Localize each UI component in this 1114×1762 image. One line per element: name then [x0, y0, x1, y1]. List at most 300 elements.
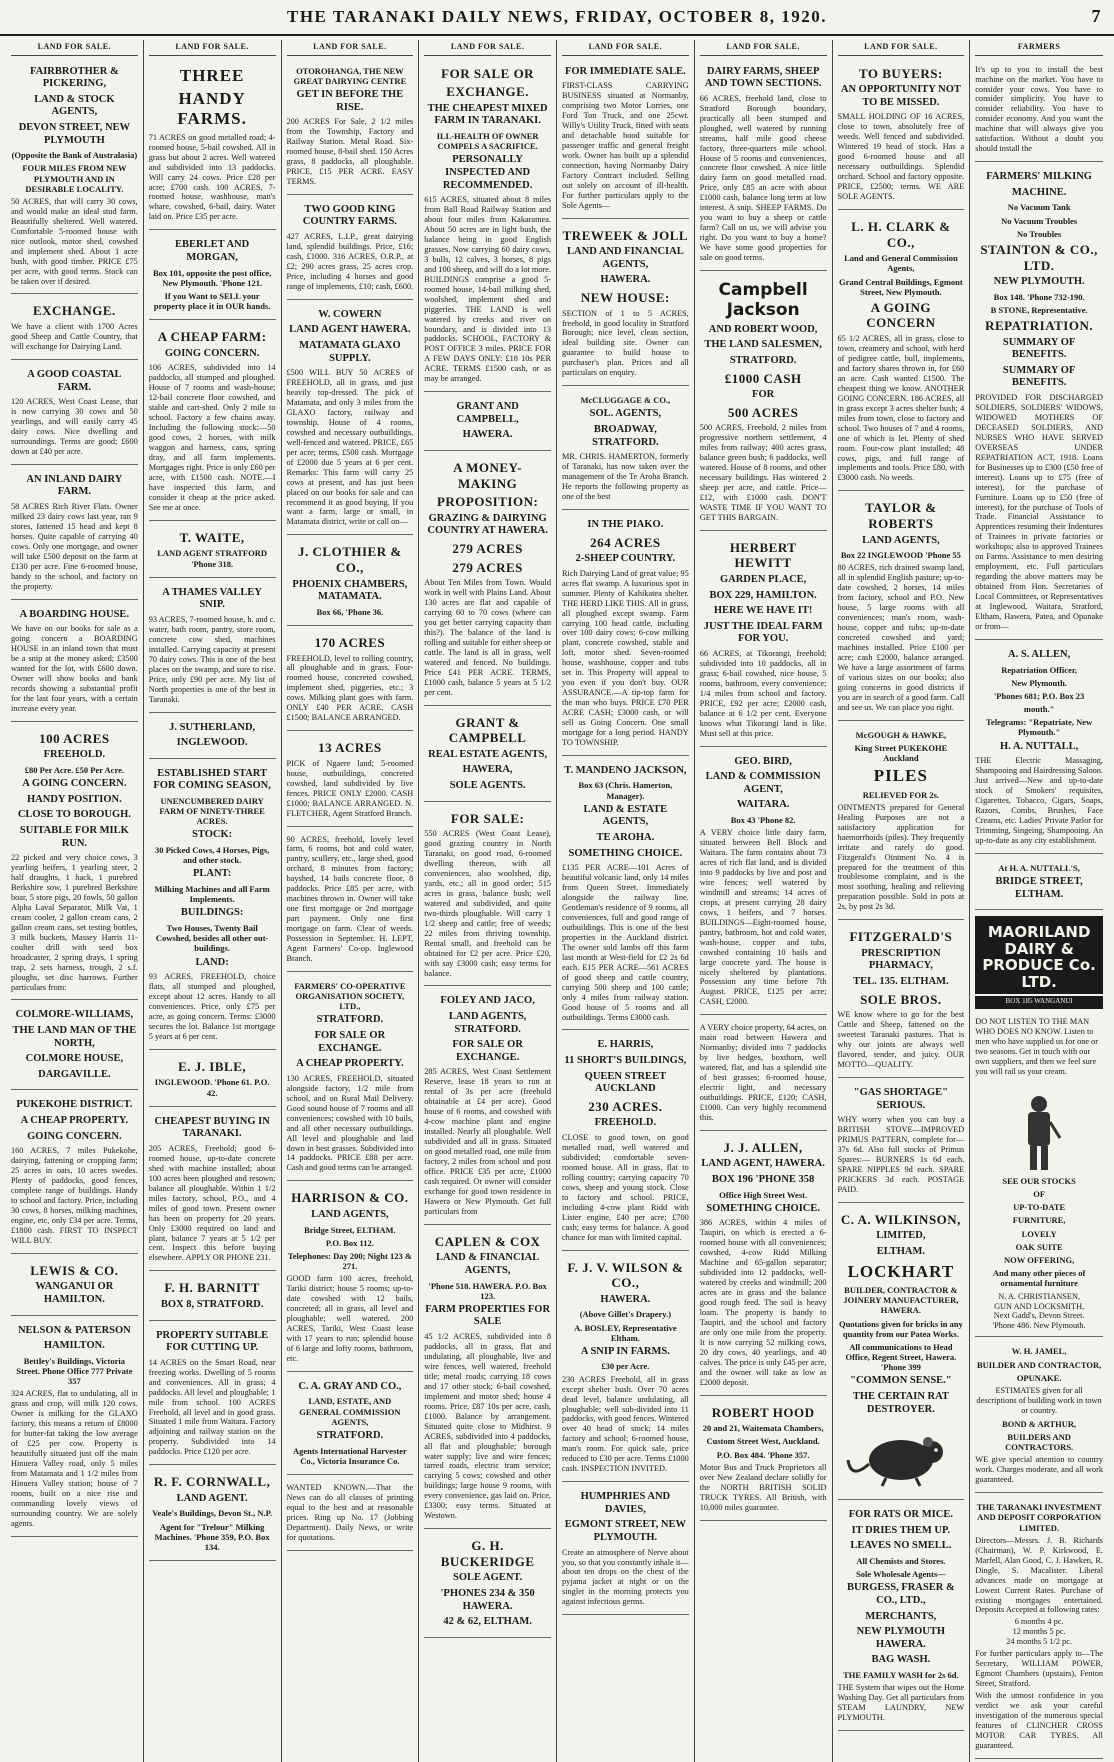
- ad-headline: WAITARA.: [736, 799, 790, 811]
- ad-headline: MACHINE.: [1011, 186, 1067, 198]
- ad-body: 130 ACRES, FREEHOLD, situated alongside factory, 1/2 mile from school, and on Rural Mail Delivery. Good sound house of 7 rooms and all conveniences; cowshed with 10 bails, and all other necessary outbuildings. All level and ploughable and laid down in best grasses. Subdivided into 14 paddocks. PRICE £88 per acre. Cash and good terms can be arranged.: [286, 1073, 414, 1173]
- ad-headline: £30 per Acre.: [601, 1361, 650, 1372]
- furniture-line: LOVELY: [1021, 1228, 1057, 1239]
- ad-headline: BUILDER, CONTRACTOR & JOINERY MANUFACTURER, HAWERA.: [843, 1284, 959, 1316]
- ad-headline: GEO. BIRD,: [734, 755, 792, 767]
- ad-headline: LEAVES NO SMELL.: [850, 1540, 952, 1552]
- advertisement: [838, 60, 965, 210]
- ad-headline: LAND AGENT STRATFORD 'Phone 318.: [157, 548, 267, 569]
- builder-line: BUILDER AND CONTRACTOR,: [976, 1359, 1102, 1370]
- ad-headline: PHOENIX CHAMBERS, MATAMATA.: [292, 578, 408, 603]
- column-heading: LAND FOR SALE.: [838, 40, 965, 56]
- ad-headline: Sole Wholesale Agents—: [856, 1569, 946, 1580]
- advertisement: [287, 538, 414, 626]
- advertisement: [562, 389, 689, 510]
- furniture-ad: [975, 1085, 1103, 1338]
- ad-headline: FOR IMMEDIATE SALE.: [564, 65, 686, 77]
- ad-headline: McCLUGGAGE & CO.,: [580, 395, 671, 406]
- ad-headline: 30 Picked Cows, 4 Horses, Pigs, and other stock.: [154, 845, 270, 866]
- column-5: [557, 40, 695, 1762]
- ad-headline: COLMORE HOUSE,: [25, 1053, 124, 1065]
- ad-headline: NELSON & PATERSON: [17, 1324, 131, 1336]
- ad-headline: "COMMON SENSE.": [850, 1375, 952, 1387]
- ad-headline: SOL. AGENTS,: [589, 408, 662, 420]
- ad-body: It's up to you to install the best machine on the market. You have to consider your cows. You have to consider simplicity. You have to consider reliability. You have to consider economy. And you want the machine that will always give you satisfaction. Without a doubt you should install the: [975, 64, 1103, 154]
- ad-headline: IN THE PIAKO.: [587, 518, 664, 530]
- ad-body: 200 ACRES For Sale, 2 1/2 miles from the Township, Factory and Railway Station. Metal Road. Six-roomed house, 8-bail shed. 150 Acres grass, 8 paddocks, all ploughable. PRICE, £15 PER ACRE. EASY TERMS.: [286, 117, 414, 186]
- ad-headline: INGLEWOOD. 'Phone 61. P.O. 42.: [154, 1077, 270, 1098]
- ad-headline: TE AROHA.: [596, 832, 655, 844]
- ad-headline: Office High Street West.: [719, 1189, 808, 1200]
- advertisement: [838, 213, 965, 491]
- advertisement: [11, 1093, 138, 1253]
- advertisement: [700, 534, 827, 747]
- furniture-line: OAK SUITE: [1015, 1241, 1063, 1252]
- ad-body: 66 ACRES, at Tikorangi, freehold; subdivided into 10 paddocks, all in grass; 6-bail cowshed, nice house, 5 rooms, bathroom, every convenience; 1/4 miles from school and factory. PRICE, £92 per acre; £2000 cash, balance at 6 1/2 per cent. Everyone knows what Tikorangi land is like. Must sell at this price.: [699, 649, 827, 738]
- advertisement: [700, 274, 827, 531]
- ad-headline: SOLE AGENTS.: [449, 779, 526, 791]
- builder-line: W. H. JAMEL,: [1011, 1346, 1067, 1357]
- advertisement: [700, 1134, 827, 1396]
- ad-body: PROVIDED FOR DISCHARGED SOLDIERS, SOLDIERS' WIDOWS, WIDOWED MOTHERS OF DECEASED SOLDIERS, AND NURSES WHO HAVE SERVED OVERSEAS UNDER REPATRIATION ACT, 1918. Loans for Businesses up to £300 (£50 free of interest). Loans up to £75 (free of interest), for the purchase of Furniture. Loans up to £50 (free of interest), for the purchase of Tools of Trade. Financial Assistance to Apprentices resuming their Indentures of Trainees in private factories or workshops; also to approved Trainees on Farms. Assistance to men desiring employment, etc. Full particulars regarding the above matters may be obtained from Hon. Secretaries of Local Committees, or Representatives at Inglewood, Waitara, Stratford, Eltham, Hawera, Patea, and Opunake or from—: [975, 393, 1103, 631]
- ad-headline: HERBERT HEWITT: [729, 539, 797, 571]
- ad-headline: BOX 229, HAMILTON.: [709, 589, 817, 601]
- ad-headline: LIMITED,: [876, 1230, 926, 1242]
- ad-headline: Agent for "Trelour" Milking Machines. 'Phone 359, P.O. Box 134.: [154, 1521, 270, 1553]
- ad-body: 66 ACRES, freehold land, close to Stratford Borough boundary, practically all been stumped and ploughed, well watered by running streams, half mile good cheese factory, three-quarters mile school. House of 5 rooms and conveniences, concrete floor cowshed. A nice little dairy farm on good metalled road. Price, only £85 an acre with about £1000 cash, balance long term at low interest. A snip. SHEEP FARMS. Do you want to buy a sheep or cattle farm? Call on us, we will advise you right. Do you want to buy a home? We have some good properties for sale on good terms.: [699, 93, 827, 263]
- ad-headline: C. A. WILKINSON,: [840, 1211, 961, 1227]
- ad-headline: FOUR MILES FROM NEW PLYMOUTH AND IN DESIRABLE LOCALITY.: [22, 163, 127, 194]
- ad-headline: LAND AGENT HAWERA.: [289, 324, 411, 336]
- ad-headline: LAND AGENT, HAWERA.: [701, 1158, 825, 1170]
- ad-body: WHY worry when you can buy a BRITISH STOVE—IMPROVED PRIMUS PATTERN, complete for— 37s 6d. Also full stocks of Primus Spares:— BURNERS 1s 6d each. SPARE NIPPLES 9d each. SPARE PRICKERS 3d each. POSTAGE PAID.: [837, 1115, 965, 1194]
- ad-headline: DAIRY FARMS, SHEEP AND TOWN SECTIONS.: [704, 65, 822, 90]
- ad-headline: PUKEKOHE DISTRICT.: [16, 1099, 133, 1111]
- advertisement: [700, 1018, 827, 1131]
- advertisement: [11, 603, 138, 722]
- advertisement: [149, 581, 276, 713]
- ad-headline: LOCKHART: [847, 1261, 955, 1281]
- ad-headline: PERSONALLY INSPECTED AND RECOMMENDED.: [442, 154, 533, 191]
- ad-headline: HAWERA.: [462, 429, 513, 441]
- ad-headline: AN INLAND DAIRY FARM.: [26, 473, 123, 498]
- ad-headline: AN OPPORTUNITY NOT TO BE MISSED.: [840, 84, 961, 108]
- column-heading: LAND FOR SALE.: [287, 40, 414, 56]
- ad-headline: PLANT:: [192, 868, 232, 880]
- column-8: [970, 40, 1108, 1762]
- advertisement: [700, 1399, 827, 1521]
- investment-contact: For further particulars apply to—The Secretary, WILLIAM POWER, Egmont Chambers (upstairs), Fenton Street, Stratford.: [975, 1649, 1103, 1689]
- ad-headline: A. BOSLEY, Representative Eltham.: [574, 1322, 677, 1343]
- furniture-agent: GUN AND LOCKSMITH,: [994, 1301, 1085, 1311]
- ad-body: 120 ACRES, West Coast Lease, that is now carrying 30 cows and 50 yearlings, and will easily carry 45 dairy cows. Nice dwelling and surroundings. Terms are good; £600 down at £40 per acre.: [11, 397, 138, 456]
- ad-body: 160 ACRES, 7 miles Pukekohe, dairying, fattening or cropping farm; 25 acres in oats, 10 acres swedes. Plenty of paddocks, good fences, complete range of buildings. Handy to school and factory. Price, including 30 cows, 8 horses, milking machines, engine, etc, only £34 per acre. Terms, £1800 cash. FIRST TO INSPECT WILL BUY.: [11, 1146, 138, 1245]
- ad-headline: GET IN BEFORE THE RISE.: [296, 88, 404, 113]
- ad-headline: HARRISON & CO.: [291, 1190, 409, 1206]
- advertisement: [149, 762, 276, 1050]
- investment-heading: THE TARANAKI INVESTMENT AND DEPOSIT CORPORATION LIMITED.: [976, 1502, 1102, 1533]
- ad-headline: BOX 8, STRATFORD.: [160, 1298, 264, 1310]
- ad-headline: Repatriation Officer,: [1001, 664, 1077, 675]
- ad-headline: HAMILTON.: [43, 1340, 105, 1352]
- ad-headline: Campbell Jackson: [718, 279, 808, 321]
- ad-headline: FITZGERALD'S: [849, 929, 953, 945]
- ad-headline: (Above Gillet's Drapery.): [579, 1309, 672, 1320]
- ad-headline: NEW PLYMOUTH.: [993, 276, 1085, 288]
- ad-headline: CLOSE TO BOROUGH.: [17, 809, 131, 821]
- ad-body: About Ten Miles from Town. Would work in well with Plains Land. About 130 acres are flat and capable of carrying 60 to 70 cows (where can you get better carrying capacity than this?). The balance of the land is rolling and suitable for either sheep or cattle. The land is all in grass, well watered and fenced. No buildings. Price £41 PER ACRE. TERMS, £1000 cash, balance 5 years at 5 1/2 per cent.: [424, 578, 551, 697]
- furniture-agent: Next Gadd's, Devon Street.: [993, 1311, 1085, 1321]
- ad-body: 22 picked and very choice cows, 3 yearling heifers, 1 yearling steer, 2 half draughts, 1 hack, 1 purebred Berkshire sow, 1 purebred Berkshire boar, 5 store pigs, 20 fowls, 50 gallon Alpha Laval Separator, Milk Vat, 1 cream cooler, 2 gallon cream cans, 2 gallon cream cans, set testing bottles, 3 milk buckets, Massey Harris 11-coulter drill with seed box broadcaster, 2 spring drays, 1 spring trap, 2 sets harness, trough, 2 s.f. ploughs, set disc harrows. Further particulars from:: [11, 853, 138, 992]
- ad-headline: DARGAVILLE.: [38, 1068, 111, 1080]
- ad-headline: 13 ACRES: [318, 740, 382, 756]
- ad-headline: Bridge Street, ELTHAM.: [304, 1224, 396, 1235]
- ad-headline: DEVON STREET, NEW PLYMOUTH: [18, 121, 131, 146]
- ad-headline: LAND AGENTS,: [862, 534, 940, 546]
- advertisement: [149, 233, 276, 320]
- ad-headline: LAND AND FINANCIAL AGENTS,: [567, 246, 684, 270]
- ad-headline: ROBERT HOOD: [711, 1404, 815, 1420]
- ad-headline: GOING CONCERN.: [164, 347, 260, 359]
- ad-body: SECTION of 1 to 5 ACRES, freehold, in good locality in Stratford Borough; nice level, clean section, ideal building site. Owner can guarantee to build house to purchaser's plan. Prices and all particulars on enquiry.: [562, 308, 689, 378]
- advertisement: [562, 513, 689, 756]
- ad-body: Motor Bus and Truck Proprietors all over New Zealand declare solidly for the NORTH BRITISH SOLID TRUCK TYRES. All British, with 10,000 miles guarantee.: [699, 1462, 827, 1512]
- ad-body: We have a client with 1700 Acres good Sheep and Cattle Country, that will exchange for Dairying Land.: [11, 322, 138, 351]
- advertisement: [562, 1254, 689, 1483]
- ad-headline: 'Phone 518. HAWERA. P.O. Box 123.: [428, 1280, 547, 1301]
- ad-headline: STRATFORD.: [316, 1014, 384, 1026]
- masthead-title: THE TARANAKI DAILY NEWS, FRIDAY, OCTOBER 8, 1920.: [286, 7, 827, 26]
- ad-body: 285 ACRES, West Coast Settlement Reserve, lease 18 years to run at rental of 3s per acre (freehold obtainable at £4 per acre). Good house of 6 rooms, and cowshed with 4-cow machine plant and engine installed. Nearly all ploughable. Well subdivided and all in grass. Situated on good metalled road, one mile from factory, 2 miles from school and post office. PRICE £35 per acre, £1000 cash required. Or owner will consider exchange for good town residence in Hawera or New Plymouth. Get full particulars from: [424, 1067, 551, 1216]
- advertisement: [424, 989, 551, 1224]
- column-1: [6, 40, 144, 1762]
- ad-headline: 2-SHEEP COUNTRY.: [575, 553, 676, 565]
- column-heading: FARMERS: [975, 40, 1103, 56]
- ad-headline: J. SUTHERLAND,: [169, 721, 256, 733]
- ad-headline: MATAMATA GLAXO SUPPLY.: [299, 339, 401, 364]
- ad-headline: A MONEY-MAKING: [453, 460, 523, 491]
- ad-headline: F. H. BARNITT: [164, 1280, 260, 1296]
- furniture-agent: N. A. CHRISTIANSEN,: [998, 1291, 1081, 1301]
- ad-headline: R. F. CORNWALL,: [153, 1474, 271, 1490]
- ad-headline: STAINTON & CO., LTD.: [980, 241, 1098, 273]
- advertisement: [562, 759, 689, 1031]
- ad-headline: SOLE BROS.: [860, 991, 942, 1007]
- ad-headline: LAND AGENT.: [176, 1492, 248, 1504]
- ad-headline: REAL ESTATE AGENTS,: [428, 748, 548, 760]
- ad-headline: Agents International Harvester Co., Victoria Insurance Co.: [292, 1445, 407, 1466]
- ad-headline: Box 66, 'Phone 36.: [316, 606, 384, 617]
- ad-body: 386 ACRES, within 4 miles of Taupiri, on which is erected a 6-roomed house with all conveniences; cowshed, 4-cow Ridd Milking Machine and 65-gallon separator; subdivided into 12 paddocks, well-watered by creeks and windmill; 200 acres are in grass and the balance good rough feed. The soil is heavy loam. The property is handy to Taupiri, and the school and factory are only one mile from the property. It is now carrying 52 milking cows, 20 dry cows, 40 yearlings, and 40 calves. The price is only £45 per acre, and the owner will take as low as £2000 deposit.: [699, 1218, 827, 1387]
- ad-headline: Veale's Buildings, Devon St., N.P.: [152, 1508, 273, 1519]
- advertisement: [424, 454, 551, 706]
- ad-headline: TAYLOR & ROBERTS: [865, 500, 937, 531]
- ad-headline: WANGANUI OR HAMILTON.: [35, 1281, 114, 1305]
- ad-headline: £80 Per Acre. £50 Per Acre.: [24, 764, 124, 775]
- advertisement: [700, 750, 827, 1016]
- ad-headline: Quotations given for bricks in any quantity from our Patea Works.: [838, 1318, 963, 1339]
- advertisement: [149, 1110, 276, 1272]
- ad-body: 14 ACRES on the Smart Road, near freezing works. Dwelling of 5 rooms and conveniences. All in grass; 4 paddocks. All level and ploughable; 1 mile from school. 100 ACRES Freehold, all level and in good grass. Situated 1 mile from Waitara. Factory adjoining and railway station on the property. Subdivided into 14 paddocks. Price £120 per acre.: [148, 1357, 276, 1457]
- ad-headline: MERCHANTS,: [865, 1610, 937, 1622]
- ad-headline: No Vacuum Troubles: [1001, 215, 1078, 226]
- ad-headline: Box 22 INGLEWOOD 'Phone 55: [840, 550, 961, 561]
- column-heading: LAND FOR SALE.: [424, 40, 551, 56]
- ad-headline: A CHEAP PROPERTY.: [20, 1115, 129, 1127]
- advertisement: [562, 222, 689, 387]
- ad-headline: FREEHOLD.: [43, 749, 106, 761]
- builder-ad: [975, 1340, 1103, 1493]
- advertisement: [149, 323, 276, 520]
- advertisement: [975, 60, 1103, 163]
- ad-headline: FOLEY AND JACO,: [440, 995, 535, 1007]
- ad-headline: J. J. ALLEN,: [723, 1139, 803, 1155]
- advertisement: [149, 716, 276, 759]
- ad-headline: PRESCRIPTION PHARMACY,: [861, 947, 941, 972]
- column-6: [695, 40, 833, 1762]
- ad-body: We have on our books for sale as a going concern a BOARDING HOUSE in an inland town that must be a snip at the money asked; £3500 wanted for the lot, with £600 down. Owner will show books and bank records showing a substantial profit for the last four years, with a certain increase every year.: [11, 624, 138, 713]
- ad-headline: F. J. V. WILSON & CO.,: [567, 1259, 684, 1291]
- ad-headline: LEWIS & CO.: [30, 1262, 119, 1278]
- ad-headline: T. WAITE,: [179, 529, 245, 545]
- ad-headline: PROPERTY SUITABLE FOR CUTTING UP.: [156, 1329, 269, 1354]
- ad-headline: SUMMARY OF BENEFITS.: [1002, 364, 1076, 389]
- ad-headline: TWO GOOD KING COUNTRY FARMS.: [302, 203, 397, 228]
- advertisement: [838, 1503, 965, 1731]
- furniture-agent: 'Phone 486. New Plymouth.: [992, 1321, 1086, 1331]
- ad-headline: BOX 196 'PHONE 358: [711, 1174, 815, 1186]
- page-number: 7: [1091, 6, 1102, 26]
- ad-headline: FOR: [752, 389, 775, 401]
- ad-body: 50 ACRES, that will carry 30 cows, and would make an ideal stud farm. Beautifully sheltered. Well watered. Comfortable 5-roomed house with nice outlook, motor shed, cowshed and implement shed. About 1 acre bush, with good timber. PRICE £75 per acre, with good terms. Stock can be taken over if desired.: [11, 196, 138, 286]
- furniture-line: OF: [1033, 1189, 1046, 1200]
- ad-body: 205 ACRES, Freehold; good 6-roomed house, up-to-date concrete shed with machine installed; about 100 acres been ploughed and resown; balance all ploughable. Within 1 1/2 miles factory, school, P.O., and 4 miles of good town. Present owner has been on property for 20 years. Only £3000 required on land and plant, balance 7 years at 5 1/2 per cent. Inspect this before buying elsewhere. APPLY OR PHONE 231.: [148, 1143, 276, 1263]
- advertisement: [149, 60, 276, 231]
- advertisement: [287, 629, 414, 731]
- advertisement: [149, 1468, 276, 1561]
- ad-headline: Custom Street West, Auckland.: [706, 1436, 820, 1447]
- tyre-ad: With the utmost confidence in you verdict we ask your careful investigation of the numerous special features of CLINCHER CROSS MOTOR CAR TYRES. All guaranteed.: [975, 1691, 1103, 1750]
- ad-headline: NEW HOUSE:: [580, 289, 670, 305]
- gentleman-figure-icon: [1014, 1092, 1064, 1172]
- advertisement: [562, 1033, 689, 1250]
- ad-headline: If you Want to SELL your property place it in OUR hands.: [153, 290, 271, 312]
- advertisement: [11, 297, 138, 359]
- ad-body: A VERY choice property, 64 acres, on main road between Hawera and Normanby; divided into 7 paddocks by live hedges, boxthorn, well watered, flat, and has a splendid site of best grasses; 6-roomed house, electric light, and necessary outbuildings. PRICE, £120; CASH, £1000. Can very highly recommend this.: [699, 1023, 827, 1122]
- advertisement: [424, 1228, 551, 1529]
- column-7: [833, 40, 971, 1762]
- advertisement: [838, 1206, 965, 1500]
- ad-headline: Telegrams: "Repatriate, New Plymouth.": [986, 717, 1093, 738]
- ad-headline: 264 ACRES: [590, 534, 661, 550]
- ad-headline: PILES: [873, 766, 928, 786]
- furniture-line: NOW OFFERING,: [1004, 1255, 1075, 1266]
- ad-headline: 100 ACRES: [39, 730, 110, 746]
- ad-headline: ELTHAM.: [876, 1245, 926, 1257]
- ad-headline: REPATRIATION.: [985, 318, 1094, 334]
- ad-body: OINTMENTS prepared for General Healing Purposes are not a satisfactory application for haemorrhoids (piles). They frequently irritate and rarely do good. Fitzgerald's Ointment No. 4 is prepared for the treatment of this troublesome complaint, and is the most soothing, healing and relieving preparation possible. Sold in pots at 2s, by post 2s 3d.: [837, 802, 965, 912]
- ad-headline: G. H. BUCKERIDGE: [440, 1538, 535, 1569]
- advertisement: [287, 60, 414, 195]
- ad-headline: FARMERS' MILKING: [986, 171, 1092, 183]
- ad-headline: No Vacuum Tank: [1007, 202, 1071, 213]
- ad-headline: P.O. Box 484. 'Phone 357.: [716, 1449, 810, 1460]
- ad-body: 500 ACRES, Freehold, 2 miles from progressive northern settlement, 4 miles from railway; 400 acres grass, balance green bush; 6 paddocks, well watered. House of 8 rooms, and other necessary buildings. Has wintered 2 sheep per acre, and cattle. Price—£12, with £1000 cash. DON'T WASTE TIME IF YOU WANT TO GET THIS BARGAIN.: [699, 423, 827, 522]
- ad-headline: Two Houses, Twenty Bail Cowshed, besides all other out-buildings.: [155, 922, 269, 954]
- ad-headline: All Chemists and Stores.: [856, 1556, 946, 1566]
- ad-headline: 20 and 21, Waitemata Chambers,: [702, 1423, 824, 1434]
- ad-headline: LAND, ESTATE, AND GENERAL COMMISSION AGENTS,: [299, 1396, 401, 1427]
- ad-headline: EBERLET AND MORGAN,: [175, 239, 250, 263]
- ad-headline: HUMPHRIES AND DAVIES,: [580, 1491, 671, 1515]
- ad-headline: UNENCUMBERED DAIRY FARM OF NINETY-THREE ACRES.: [159, 795, 265, 827]
- deposit-rate: 6 months 4 pc.: [1014, 1617, 1064, 1627]
- ad-headline: 230 ACRES.: [588, 1098, 663, 1114]
- ad-headline: LAND & FINANCIAL AGENTS,: [435, 1252, 540, 1276]
- ad-headline: THE CHEAPEST MIXED FARM IN TARANAKI.: [427, 102, 548, 127]
- ad-body: £500 WILL BUY 50 ACRES of FREEHOLD, all in grass, and just heavily top-dressed. The pick of Matamata, and only 3 miles from the GLAXO factory, railway and township. House of 4 rooms, cowshed and necessary outbuildings, well-fenced and watered. PRICE, £65 per acre; terms, £500 cash. Mortgage of £2000 due 5 years at 6 per cent. Remarks: This farm will carry 25 cows at present, and has just been placed on our books for sale and can recommend it as good buying. If you want a farm, large or small, in Matamata district, write or call on—: [286, 368, 414, 527]
- ad-headline: A GOOD COASTAL FARM.: [27, 368, 122, 393]
- advertisement: [11, 725, 138, 1001]
- ad-headline: Box 63 (Chris. Hamerton, Manager).: [578, 780, 673, 801]
- ad-headline: BURGESS, FRASER & CO., LTD.,: [847, 1582, 955, 1606]
- ad-headline: THREE: [179, 65, 245, 85]
- ad-headline: GRAZING & DAIRYING COUNTRY AT HAWERA.: [427, 512, 548, 537]
- ad-headline: Bettley's Buildings, Victoria Street. Phone Office 777 Private 357: [16, 1355, 133, 1387]
- ad-headline: B STONE, Representative.: [990, 304, 1088, 315]
- ad-headline: "GAS SHORTAGE" SERIOUS.: [853, 1086, 948, 1111]
- ad-headline: BAG WASH.: [871, 1654, 931, 1666]
- ad-body: 324 ACRES, flat to undulating, all in grass and crop, will milk 120 cows. Owner is milking for the GLAXO factory, this means a return of £8000 for butter-fat taking the low average of £25 per cow. Property is beautifully situated just off the main Hinuera Valley road, only 5 miles from Matamata and 1 1/2 miles from Hinuera Valley station; house of 7 rooms, built on a nice rise and commanding lovely views of surrounding country. We are solely agents.: [11, 1389, 138, 1528]
- ad-headline: RELIEVED FOR 2s.: [862, 789, 940, 800]
- ad-body: 58 ACRES Rich River Flats. Owner milked 23 dairy cows last year, ran 9 stores, fattened 15 head and kept 8 horses. Quite capable of carrying 40 cows. Only one mortgage, and owner will take £500 deposit on the farm at £130 per acre. Fine 6-roomed house, handy to the school, and factory on the property.: [11, 502, 138, 591]
- advertisement: [287, 1375, 414, 1475]
- ad-headline: SOMETHING CHOICE.: [568, 847, 683, 859]
- ad-headline: LAND & ESTATE AGENTS,: [583, 803, 668, 828]
- ad-headline: ESTABLISHED START FOR COMING SEASON,: [153, 767, 271, 792]
- deposit-rate: 24 months 5 1/2 pc.: [1006, 1637, 1072, 1647]
- advertisement: [11, 468, 138, 600]
- ad-headline: BRIDGE STREET, ELTHAM.: [995, 876, 1083, 900]
- ad-headline: HAWERA,: [462, 764, 513, 776]
- builder-line: BUILDERS AND CONTRACTORS.: [1005, 1432, 1074, 1453]
- advertisement: [424, 60, 551, 393]
- investment-body: Directors—Messrs. J. B. Richards (Chairman), W. P. Kirkwood, E. Marfell, Alan Good, C. J. Hawken, R. Dingle, S. Macalister. Liberal advances made on mortgage at Lowest Current Rates. Purchase of existing mortgages entertained. Deposits Accepted at following rates:: [975, 1535, 1103, 1615]
- ad-headline: FOR SALE OR EXCHANGE.: [452, 1039, 523, 1063]
- advertisement: [838, 494, 965, 720]
- ad-headline: mouth.": [1023, 704, 1055, 715]
- masthead: [0, 0, 1114, 36]
- ad-headline: HAWERA.: [600, 1293, 651, 1305]
- ad-headline: Box 148. 'Phone 732-190.: [993, 291, 1085, 302]
- ad-headline: T. MANDENO JACKSON,: [564, 764, 687, 776]
- builder-body: WE give special attention to country work. Charges moderate, and all work guaranteed.: [975, 1455, 1103, 1485]
- ad-headline: P.O. Box 112.: [325, 1237, 374, 1248]
- rat-illustration-icon: [846, 1420, 956, 1490]
- ad-headline: FARM PROPERTIES FOR SALE: [425, 1303, 551, 1328]
- ad-headline: 11 SHORT'S BUILDINGS,: [564, 1055, 687, 1067]
- advertisement: [424, 395, 551, 451]
- advertisement: [975, 643, 1103, 854]
- ad-headline: FREEHOLD.: [594, 1117, 657, 1129]
- maoriland-box: BOX 185 WANGANUI: [975, 996, 1103, 1008]
- advertisement: [424, 1532, 551, 1638]
- ad-headline: FAIRBROTHER & PICKERING,: [29, 65, 119, 90]
- ad-headline: LAND & STOCK AGENTS,: [34, 93, 115, 118]
- ad-headline: £1000 CASH: [724, 370, 802, 386]
- column-4: [419, 40, 557, 1762]
- ad-headline: GOING CONCERN.: [27, 1130, 122, 1142]
- ad-body: SMALL HOLDING OF 16 ACRES, close to town, absolutely free of weeds. Well fenced and subdivided. Wintered 19 head of stock. Has a good 6-roomed house and all necessary outbuildings. Splendid orchard. School and factory opposite. PRICE, £2500; terms. WE ARE SOLE AGENTS.: [837, 112, 965, 201]
- builder-line: ESTIMATES given for all descriptions of building work in town or country.: [976, 1385, 1102, 1415]
- ad-headline: THE LAND SALESMEN,: [704, 339, 822, 351]
- ad-headline: All communications to Head Office, Regent Street, Hawera. 'Phone 399: [845, 1341, 957, 1373]
- advertisement: [838, 1081, 965, 1203]
- advertisement: [11, 1257, 138, 1316]
- ad-headline: E. HARRIS,: [597, 1039, 654, 1051]
- advertisement: [287, 830, 414, 972]
- ad-body: GOOD farm 100 acres, freehold, Tariki district; house 5 rooms; up-to-date cowshed with 12 bails, concreted; all in grass, all level and ploughable; well watered. 200 ACRES, Tariki, West Coast lease with 17 years to run; splendid house of 6 large and lofty rooms, bathroom, etc.: [286, 1274, 414, 1363]
- ad-headline: 'Phones 681; P.O. Box 23: [993, 690, 1085, 701]
- ad-headline: ILL-HEALTH OF OWNER COMPELS A SACRIFICE.: [436, 130, 539, 152]
- ad-body: CLOSE to good town, on good metalled road, well watered and subdivided; comfortable seven-roomed house. All in grass, flat to rolling country; carrying capacity 70 cows, sheep and young stock. Close to factory and school. PRICE, including 4-cow plant Ridd with Lister engine, £40 per acre; £700 cash; easy terms for balance. A good chance for man with limited capital.: [562, 1133, 689, 1242]
- ad-body: 615 ACRES, situated about 8 miles from Ball Road Railway Station and about four miles from Kakaramea. About 50 acres are in light bush, the balance being in good English grasses. Now carrying 60 dairy cows, 3 bulls, 12 calves, 3 horses, 8 pigs and 100 sheep, and will do a lot more. BUILDINGS comprise a good 5-roomed house, 14-bail milking shed, woolshed, implement shed and piggeries. THE LAND is well watered by creeks and river on boundary, and is divided into 13 paddocks. SCHOOL, FACTORY & POST OFFICE 3 miles. PRICE FOR A FEW DAYS ONLY: £18 10s PER ACRE. TERMS £1500 cash, or as may be arranged.: [424, 195, 551, 384]
- ad-headline: A GOING CONCERN: [866, 299, 936, 331]
- ad-headline: New Plymouth.: [1011, 677, 1067, 688]
- deposit-rate: 12 months 5 pc.: [1012, 1627, 1066, 1637]
- ad-headline: E. J. IBLE,: [178, 1058, 247, 1074]
- advertisement: [700, 60, 827, 271]
- ad-headline: FARMERS' CO-OPERATIVE ORGANISATION SOCIETY, LTD.,: [294, 980, 406, 1012]
- ad-headline: SOLE AGENT.: [453, 1572, 523, 1584]
- ad-headline: THE CERTAIN RAT DESTROYER.: [852, 1391, 949, 1415]
- ad-headline: (Opposite the Bank of Australasia): [11, 150, 138, 161]
- ad-headline: BROADWAY, STRATFORD.: [592, 424, 659, 448]
- ad-headline: 'PHONES 234 & 350 HAWERA.: [440, 1587, 535, 1612]
- furniture-line: SEE OUR STOCKS: [1002, 1175, 1076, 1186]
- ad-headline: LAND AGENTS, STRATFORD.: [448, 1011, 527, 1035]
- furniture-line: UP-TO-DATE: [1013, 1202, 1066, 1213]
- advertisement: [975, 857, 1103, 910]
- ad-headline: GARDEN PLACE,: [719, 574, 807, 586]
- ad-headline: A CHEAP PROPERTY.: [296, 1058, 404, 1070]
- ad-headline: At H. A. NUTTALL'S,: [998, 862, 1080, 873]
- ad-headline: IT DRIES THEM UP.: [851, 1524, 951, 1536]
- ad-headline: BUILDINGS:: [180, 907, 244, 919]
- ad-body: THE Electric Massaging, Shampooing and Hairdressing Saloon. Just arrived—New and up-to-date stock of Smokers' requisites, Cigarettes, Tobacco, Cigars, Soaps, Razors, Combs, Brushes, Face Creams, etc. Ladies' Private Parlor for Trimming, Singeing, Shampooing. An up-to-date as any city establishment.: [975, 756, 1103, 845]
- ad-headline: TEL. 135. ELTHAM.: [853, 976, 949, 988]
- ad-body: WANTED KNOWN.—That the News can do all classes of printing equal to the best and at reasonable prices. Ring up No. 17 (Jobbing Department). Daily News, or write for quotations.: [286, 1483, 414, 1542]
- ad-headline: SUITABLE FOR MILK RUN.: [19, 824, 129, 849]
- ad-headline: Grand Central Buildings, Egmont Street, New Plymouth.: [839, 276, 963, 297]
- ad-headline: NEW PLYMOUTH HAWERA.: [856, 1626, 946, 1650]
- advertisement: [287, 303, 414, 536]
- ad-body: 93 ACRES, FREEHOLD, choice flats, all stumped and ploughed, except about 12 acres. Handy to all conveniences. Price, only £75 per acre, as going concern. Terms: £3000 secures the lot. Balance 1st mortgage 5 years at 6 per cent.: [148, 972, 276, 1041]
- ad-headline: HANDY POSITION.: [27, 793, 122, 805]
- ad-headline: A THAMES VALLEY SNIP.: [162, 586, 263, 611]
- ad-headline: McGOUGH & HAWKE,: [855, 729, 947, 740]
- ad-headline: FOR SALE:: [450, 810, 525, 826]
- ad-body: A VERY choice little dairy farm, situated between Bell Block and Waitara. The farm contains about 73 acres of rich flat land, and is divided into 9 paddocks by live and post and wire fences; well watered by windmill and streams; 14 acres of crops, at present carrying 28 dairy cows, 1 heifers, and 7 horses. BUILDINGS—Eight-roomed house, pantry, bathroom, hot and cold water, wash-house, copper and tubs, cowshed containing 10 bails and large concrete yard. The house is nicely sheltered by plantations. Possession any time before 7th August. PRICE, £125 per acre; CASH, £2000.: [699, 828, 827, 1007]
- ad-headline: CAPLEN & COX: [434, 1233, 541, 1249]
- ad-headline: 170 ACRES: [314, 634, 386, 650]
- ad-headline: SOMETHING CHOICE.: [706, 1202, 821, 1214]
- column-heading: LAND FOR SALE.: [149, 40, 276, 56]
- ad-headline: GRANT AND CAMPBELL,: [456, 401, 519, 425]
- ad-body: 230 ACRES Freehold, all in grass except shelter bush. Over 70 acres dead level, balance undulating, all ploughable; well sub-divided into 11 paddocks, with good fences. Wintered over 40 head of stock; 14 miles factory and school; 6-roomed house, man's room. For quick sale, price reduced to £30 per acre. Terms £1000 cash. INSPECTION INVITED.: [562, 1374, 689, 1474]
- advertisement: [975, 165, 1103, 640]
- ad-headline: TREWEEK & JOLL: [562, 227, 689, 243]
